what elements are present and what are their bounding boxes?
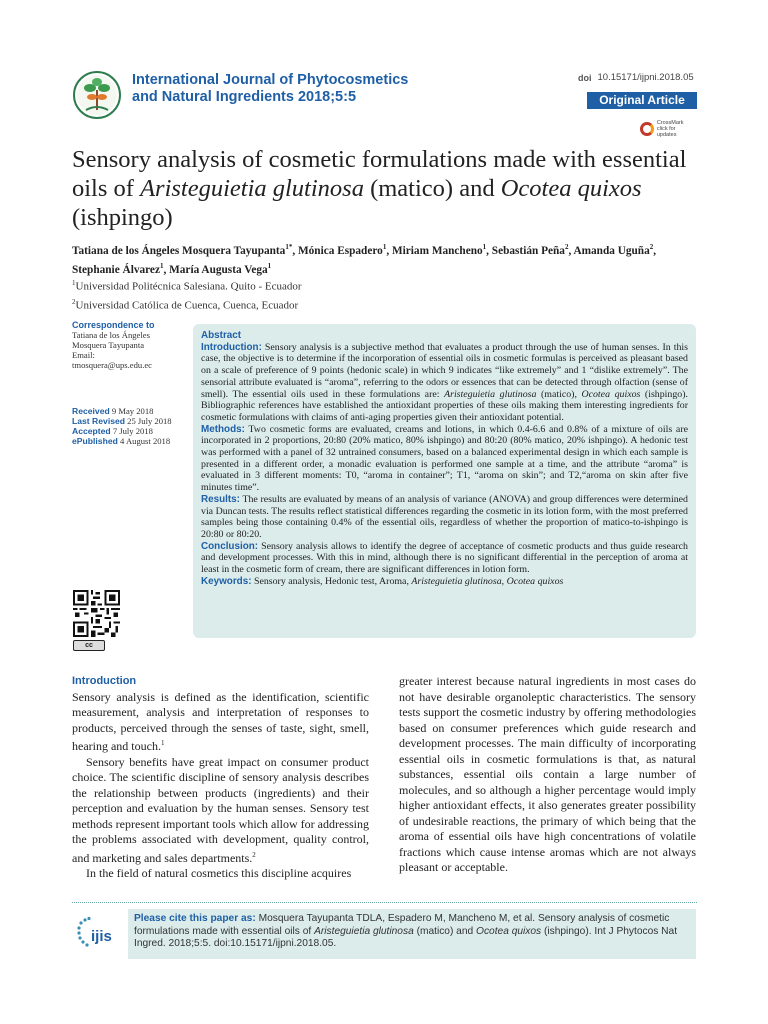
body-paragraph: Sensory benefits have great impact on consumer product choice. The scientific discipline of sensory analysis describes the relationship between products (ingredients) and their perception and evaluation by the human senses. Sensory test methods represent important tools which allow for addressing the problems associated with development, quality control, and marketing and sales departments.$^2$ — [72, 754, 369, 865]
abstract-conclusion: Conclusion: Sensory analysis allows to identify the degree of acceptance of cosmetic products and thus guide research and development processes. With this in mind, although there is no significant differential in the perception of aroma at least in the cosmetic form of cream, there are significant differences in lotion form. — [201, 540, 688, 576]
section-heading-introduction: Introduction — [72, 675, 137, 687]
author-list: Tatiana de los Ángeles Mosquera Tayupanta$^{1*}$, Mónica Espadero$^1$, Miriam Mancheno$^1$, Sebastián Peña$^2$, Amanda Uguña$^2$, Stephanie Álvarez$^1$, María Augusta Vega$^1$ — [72, 243, 657, 277]
affiliation-1: $^1$Universidad Politécnica Salesiana. Quito - Ecuador — [72, 279, 302, 293]
ijis-logo — [75, 915, 123, 951]
abstract-keywords: Keywords: Sensory analysis, Hedonic test, Aroma, Aristeguietia glutinosa, Ocotea quixos — [201, 575, 564, 587]
crossmark-icon — [640, 122, 654, 136]
article-type-badge: Original Article — [587, 92, 697, 109]
abstract-introduction: Introduction: Sensory analysis is a subjective method that evaluates a product through the use of human senses. In this case, the objective is to determine if the incorporation of essential oils in cosmetic formulas is perceived as pleasant based on a scale of preference of 9 points (hedonic scale) in which 9 indicates “like extremely” and 1 “dislike extremely”. The sensorial attribute evaluated is “aroma”, referring to the odors or essences that can be detected through olfaction (sense of smell). The essential oils used in these formulations are: Aristeguietia glutinosa (matico), Ocotea quixos (ishpingo). Bibliographic references have established the antioxidant properties of these oils making them interesting ingredients for cosmetic formulations with claims of anti-aging properties given their antioxidant potential. — [201, 341, 688, 423]
doi-link[interactable]: 10.15171/ijpni.2018.05 — [597, 72, 694, 83]
sidebar: Correspondence to Tatiana de los Ángeles Mosquera Tayupanta Email: tmosquera@ups.edu.ec Received 9 May 2018 Last Revised 25 July 2018 Accepted 7 July 2018 ePublished 4 August 2018 — [72, 320, 182, 446]
citation-box: Please cite this paper as: Mosquera Tayupanta TDLA, Espadero M, Mancheno M, et al. Sensory analysis of cosmetic formulations made with essential oils of Aristeguietia glutinosa (matico) and Ocotea quixos (ishpingo). Int J Phytocos Nat Ingred. 2018;5:5. doi:10.15171/ijpni.2018.05. — [128, 909, 696, 959]
affiliations — [72, 276, 302, 313]
abstract-results: Results: The results are evaluated by means of an analysis of variance (ANOVA) and group differences were determined via Duncan tests. The results reflect statistical differences regarding the cosmetic in its lotion form, with the most preferred samples being those containing 0.4% of the essential oils, regardless of whether the proportion of matico-to-ishpingo is 20:80 or 80:20. — [201, 493, 688, 540]
doi-row — [578, 72, 694, 83]
journal-logo — [72, 70, 122, 120]
crossmark-label: CrossMark — [656, 120, 684, 126]
article-title: Sensory analysis of cosmetic formulations made with essential oils of Aristeguietia glutinosa (matico) and Ocotea quixos (ishpingo) — [72, 146, 687, 231]
cc-license-icon[interactable]: cc — [73, 640, 105, 651]
body-column-right — [399, 674, 696, 876]
qr-code-icon[interactable] — [73, 590, 120, 637]
body-paragraph: greater interest because natural ingredients in most cases do not have desirable organoleptic characteristics. The sensory tests support the cosmetic industry by offering methodologies based on consumer preferences which guide research and development processes. The main difficulty of incorporating essential oils in cosmetic formulations is that, as natural substances, essential oils contain a large number of molecules, and so although a higher percentage would imply higher antioxidant effects, it also generates greater possibility of undesirable reactions, the primary of which being that the aroma of essential oils have high concentrations of volatile fractions which cause intense aromas which are not always pleasant or acceptable. — [399, 674, 696, 874]
correspondence-heading: Correspondence to — [72, 320, 155, 330]
journal-line1: International Journal of Phytocosmetics — [132, 72, 409, 88]
article-dates: Received 9 May 2018 Last Revised 25 July 2018 Accepted 7 July 2018 ePublished 4 August 2018 — [72, 406, 172, 446]
crossmark-button[interactable] — [640, 120, 696, 138]
svg-text:ijis: ijis — [91, 928, 112, 945]
correspondence-email[interactable]: tmosquera@ups.edu.ec — [72, 360, 152, 370]
doi-icon: doi — [578, 72, 592, 83]
crossmark-sublabel: click for updates — [656, 126, 677, 138]
body-paragraph: In the field of natural cosmetics this discipline acquires — [86, 866, 352, 880]
abstract-heading: Abstract — [201, 330, 242, 341]
divider — [72, 902, 697, 903]
affiliation-2: $^2$Universidad Católica de Cuenca, Cuenca, Ecuador — [72, 297, 299, 312]
body-column-left — [72, 674, 369, 882]
body-paragraph: Sensory analysis is defined as the identification, scientific measurement, analysis and interpretation of responses to products, perceived through the senses of taste, sight, smell, hearing and touch.$^1$ — [72, 689, 369, 753]
journal-line2: and Natural Ingredients 2018;5:5 — [132, 89, 357, 105]
abstract-box — [193, 324, 696, 638]
abstract-methods: Methods: Two cosmetic forms are evaluated, creams and lotions, in which 0.4-6.6 and 0.8% of a mixture of oils are incorporated in 2 proportions, 20:80 (20% matico, 80% ishpingo) and 80:20 (80% matico, 20% ishpingo). A hedonic test was performed with a panel of 32 untrained consumers, based on a balanced experimental design in which each sample is presented in a different order, a monadic evaluation is performed one sample at a time, and the attribute “aroma” is evaluated in 3 different moments: T0, “aroma in container”; T1, “aroma on skin”; and T2,“aroma on skin after five minutes time”. — [201, 423, 688, 494]
journal-name — [132, 72, 408, 106]
